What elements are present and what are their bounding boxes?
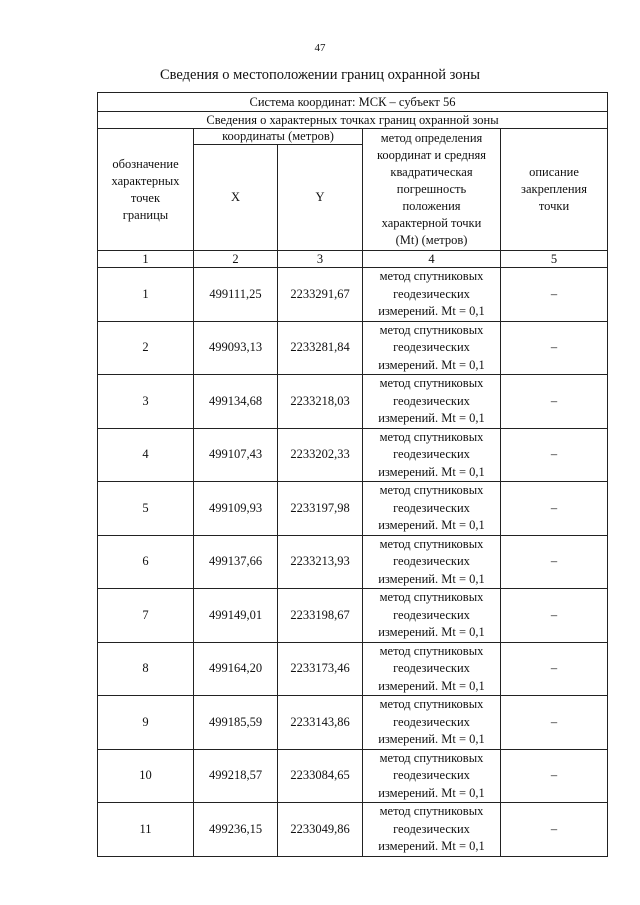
table-row: [98, 428, 608, 482]
description-cell: –: [501, 375, 608, 429]
header-description: [501, 129, 608, 251]
header-line: метод определения: [380, 131, 483, 145]
description-cell: –: [501, 268, 608, 322]
point-number-cell: 3: [98, 375, 194, 429]
method-line: метод спутниковых: [379, 804, 484, 818]
method-line: геодезических: [393, 821, 470, 836]
coordinate-system-cell: Система координат: МСК – субъект 56: [98, 93, 608, 112]
method-line: измерений. Mt = 0,1: [378, 625, 485, 639]
table-row: [98, 803, 608, 857]
y-coordinate-cell: 2233084,65: [278, 749, 363, 803]
method-line: измерений. Mt = 0,1: [378, 732, 485, 746]
point-number-cell: 5: [98, 482, 194, 536]
x-coordinate-cell: 499236,15: [194, 803, 278, 857]
point-number-cell: 1: [98, 268, 194, 322]
column-number: 4: [363, 251, 501, 268]
method-line: метод спутниковых: [379, 536, 484, 551]
point-number-cell: 7: [98, 589, 194, 643]
header-y: Y: [278, 145, 363, 251]
table-body: [98, 93, 608, 857]
header-row-1: [98, 129, 608, 145]
column-number: 3: [278, 251, 363, 268]
header-x: X: [194, 145, 278, 251]
header-coordinates: координаты (метров): [194, 129, 363, 145]
table-row: [98, 482, 608, 536]
method-cell: [363, 589, 501, 643]
point-number-cell: 6: [98, 535, 194, 589]
method-line: метод спутниковых: [379, 643, 484, 658]
method-line: геодезических: [393, 607, 470, 622]
x-coordinate-cell: 499185,59: [194, 696, 278, 750]
method-cell: [363, 428, 501, 482]
method-line: измерений. Mt = 0,1: [378, 678, 485, 693]
point-number-cell: 11: [98, 803, 194, 857]
point-number-cell: 9: [98, 696, 194, 750]
page-number: 47: [314, 42, 326, 54]
column-number: 5: [501, 251, 608, 268]
method-cell: [363, 482, 501, 536]
x-coordinate-cell: 499137,66: [194, 535, 278, 589]
method-cell: [363, 268, 501, 322]
method-line: измерений. Mt = 0,1: [378, 518, 485, 532]
column-number: 1: [98, 251, 194, 268]
boundary-points-table: [97, 92, 608, 857]
x-coordinate-cell: 499218,57: [194, 749, 278, 803]
method-line: геодезических: [393, 554, 470, 568]
y-coordinate-cell: 2233281,84: [278, 321, 363, 375]
description-cell: –: [501, 482, 608, 536]
method-line: геодезических: [393, 286, 470, 301]
method-line: измерений. Mt = 0,1: [378, 839, 485, 853]
table-row: [98, 696, 608, 750]
table-row: [98, 268, 608, 322]
header-line: координат и средняя: [376, 148, 487, 162]
header-line: закрепления: [521, 182, 587, 196]
description-cell: –: [501, 535, 608, 589]
x-coordinate-cell: 499093,13: [194, 321, 278, 375]
y-coordinate-cell: 2233049,86: [278, 803, 363, 857]
header-line: обозначение: [112, 156, 179, 171]
method-cell: [363, 321, 501, 375]
table-row: [98, 321, 608, 375]
header-line: характерных: [111, 173, 180, 188]
header-line: квадратическая: [390, 165, 473, 179]
method-cell: [363, 749, 501, 803]
method-line: метод спутниковых: [379, 750, 484, 765]
table-row: [98, 375, 608, 429]
table-row: [98, 535, 608, 589]
method-line: метод спутниковых: [379, 483, 484, 497]
column-numbers-row: [98, 251, 608, 268]
method-cell: [363, 696, 501, 750]
method-line: метод спутниковых: [379, 322, 484, 337]
header-line: характерной точки: [381, 216, 482, 230]
method-cell: [363, 375, 501, 429]
x-coordinate-cell: 499134,68: [194, 375, 278, 429]
method-cell: [363, 642, 501, 696]
x-coordinate-cell: 499149,01: [194, 589, 278, 643]
y-coordinate-cell: 2233218,03: [278, 375, 363, 429]
description-cell: –: [501, 642, 608, 696]
points-subheader-cell: Сведения о характерных точках границ охранной зоны: [98, 112, 608, 129]
y-coordinate-cell: 2233291,67: [278, 268, 363, 322]
y-coordinate-cell: 2233173,46: [278, 642, 363, 696]
table-row: [98, 589, 608, 643]
description-cell: –: [501, 803, 608, 857]
point-number-cell: 2: [98, 321, 194, 375]
method-line: метод спутниковых: [379, 429, 484, 444]
table-row: [98, 642, 608, 696]
method-line: геодезических: [393, 768, 470, 782]
method-line: геодезических: [393, 340, 470, 354]
header-line: описание: [529, 165, 579, 179]
method-line: геодезических: [393, 447, 470, 461]
method-line: измерений. Mt = 0,1: [378, 571, 485, 586]
method-line: измерений. Mt = 0,1: [378, 304, 485, 318]
method-line: метод спутниковых: [379, 376, 484, 390]
description-cell: –: [501, 749, 608, 803]
method-cell: [363, 803, 501, 857]
header-line: положения: [402, 199, 461, 213]
subheader-row: [98, 112, 608, 129]
header-method: [363, 129, 501, 251]
method-line: измерений. Mt = 0,1: [378, 411, 485, 425]
header-line: (Mt) (метров): [395, 233, 468, 247]
description-cell: –: [501, 321, 608, 375]
point-number-cell: 10: [98, 749, 194, 803]
x-coordinate-cell: 499111,25: [194, 268, 278, 322]
method-line: метод спутниковых: [379, 697, 484, 711]
description-cell: –: [501, 589, 608, 643]
method-line: метод спутниковых: [379, 590, 484, 604]
header-designation: [98, 129, 194, 251]
method-line: геодезических: [393, 661, 470, 675]
system-row: [98, 93, 608, 112]
y-coordinate-cell: 2233213,93: [278, 535, 363, 589]
table-row: [98, 749, 608, 803]
x-coordinate-cell: 499164,20: [194, 642, 278, 696]
method-line: геодезических: [393, 393, 470, 408]
header-line: точек: [130, 190, 161, 205]
column-number: 2: [194, 251, 278, 268]
page-title: Сведения о местоположении границ охранной зоны: [159, 67, 480, 83]
y-coordinate-cell: 2233198,67: [278, 589, 363, 643]
method-line: геодезических: [393, 500, 470, 515]
x-coordinate-cell: 499107,43: [194, 428, 278, 482]
point-number-cell: 8: [98, 642, 194, 696]
point-number-cell: 4: [98, 428, 194, 482]
method-line: метод спутниковых: [379, 269, 484, 283]
method-line: геодезических: [393, 714, 470, 729]
method-line: измерений. Mt = 0,1: [378, 357, 485, 372]
description-cell: –: [501, 428, 608, 482]
description-cell: –: [501, 696, 608, 750]
y-coordinate-cell: 2233197,98: [278, 482, 363, 536]
y-coordinate-cell: 2233143,86: [278, 696, 363, 750]
method-line: измерений. Mt = 0,1: [378, 785, 485, 800]
header-line: границы: [122, 207, 169, 222]
method-cell: [363, 535, 501, 589]
x-coordinate-cell: 499109,93: [194, 482, 278, 536]
y-coordinate-cell: 2233202,33: [278, 428, 363, 482]
method-line: измерений. Mt = 0,1: [378, 464, 485, 479]
header-line: погрешность: [396, 182, 467, 196]
header-line: точки: [538, 199, 570, 213]
